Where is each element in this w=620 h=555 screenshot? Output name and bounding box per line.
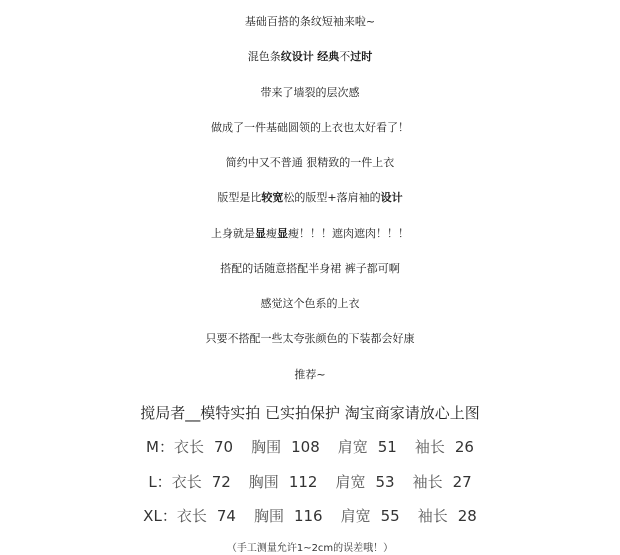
text-segment: 带来了墙裂的层次感	[260, 86, 360, 99]
measure-value: 55	[380, 507, 400, 525]
text-segment: 不	[339, 50, 351, 63]
text-segment: 简约中又不普通 狠精致的一件上衣	[225, 156, 395, 169]
measure-value: 26	[454, 438, 474, 456]
measure-value: 70	[214, 438, 234, 456]
measure-name: 袖长	[412, 473, 443, 491]
measure-value: 72	[211, 473, 231, 491]
text-segment: 做成了一件基础圆领的上衣也太好看了！	[211, 121, 409, 134]
description-line	[0, 156, 620, 170]
text-segment: 推荐~	[294, 368, 326, 381]
measure-name: 衣长	[173, 438, 204, 456]
measure-name: 肩宽	[340, 507, 371, 525]
description-line	[0, 15, 620, 29]
size-row-xl	[0, 507, 620, 525]
size-row-m	[0, 438, 620, 456]
text-segment: 版型是比	[217, 191, 262, 204]
text-segment: 只要不搭配一些太夸张颜色的下装都会好康	[205, 332, 415, 345]
size-row-l	[0, 473, 620, 491]
measure-value: 27	[452, 473, 472, 491]
size-label: XL	[143, 507, 162, 525]
measure-value: 28	[457, 507, 477, 525]
measure-name: 衣长	[171, 473, 202, 491]
photo-protection-headline: 搅局者__模特实拍 已实拍保护 淘宝商家请放心上图	[140, 404, 480, 422]
text-segment: 基础百搭的条纹短袖来啦~	[244, 15, 376, 28]
bold-text: 显	[277, 227, 288, 240]
measure-name: 胸围	[251, 438, 282, 456]
description-line	[0, 368, 620, 382]
size-separator: ：	[156, 473, 172, 491]
measure-name: 肩宽	[337, 438, 368, 456]
description-line	[0, 332, 620, 346]
text-segment: 松的版型+落肩袖的	[283, 191, 381, 204]
bold-text: 经典	[317, 50, 340, 63]
bold-text: 较宽	[261, 191, 284, 204]
size-separator: ：	[161, 507, 177, 525]
bold-text: 纹设计	[280, 50, 314, 63]
text-segment: 上身就是	[211, 227, 255, 240]
measure-name: 衣长	[176, 507, 207, 525]
measure-name: 胸围	[253, 507, 284, 525]
size-label: M	[146, 438, 159, 456]
measure-name: 肩宽	[335, 473, 366, 491]
description-line	[0, 227, 620, 241]
measure-name: 胸围	[248, 473, 279, 491]
text-segment: 搭配的话随意搭配半身裙 裤子都可啊	[220, 262, 400, 275]
bold-text: 设计	[380, 191, 403, 204]
text-segment: 混色条	[247, 50, 281, 63]
text-segment: 瘦！！！遮肉遮肉！！！	[288, 227, 409, 240]
bold-text: 过时	[350, 50, 373, 63]
description-line	[0, 86, 620, 100]
size-label: L	[148, 473, 157, 491]
measure-value: 112	[288, 473, 318, 491]
measure-name: 袖长	[414, 438, 445, 456]
measure-value: 53	[375, 473, 395, 491]
measure-value: 51	[377, 438, 397, 456]
measure-value: 116	[293, 507, 323, 525]
bold-text: 显	[255, 227, 266, 240]
text-segment: 瘦	[266, 227, 277, 240]
text-segment: 感觉这个色系的上衣	[260, 297, 360, 310]
measure-name: 袖长	[417, 507, 448, 525]
description-line	[0, 121, 620, 135]
measure-value: 108	[291, 438, 320, 456]
measure-value: 74	[216, 507, 236, 525]
measurement-note: （手工测量允许1~2cm的误差哦！）	[226, 543, 394, 554]
description-line	[0, 297, 620, 311]
description-line	[0, 191, 620, 205]
description-line	[0, 262, 620, 276]
size-separator: ：	[158, 438, 174, 456]
description-line	[0, 50, 620, 64]
